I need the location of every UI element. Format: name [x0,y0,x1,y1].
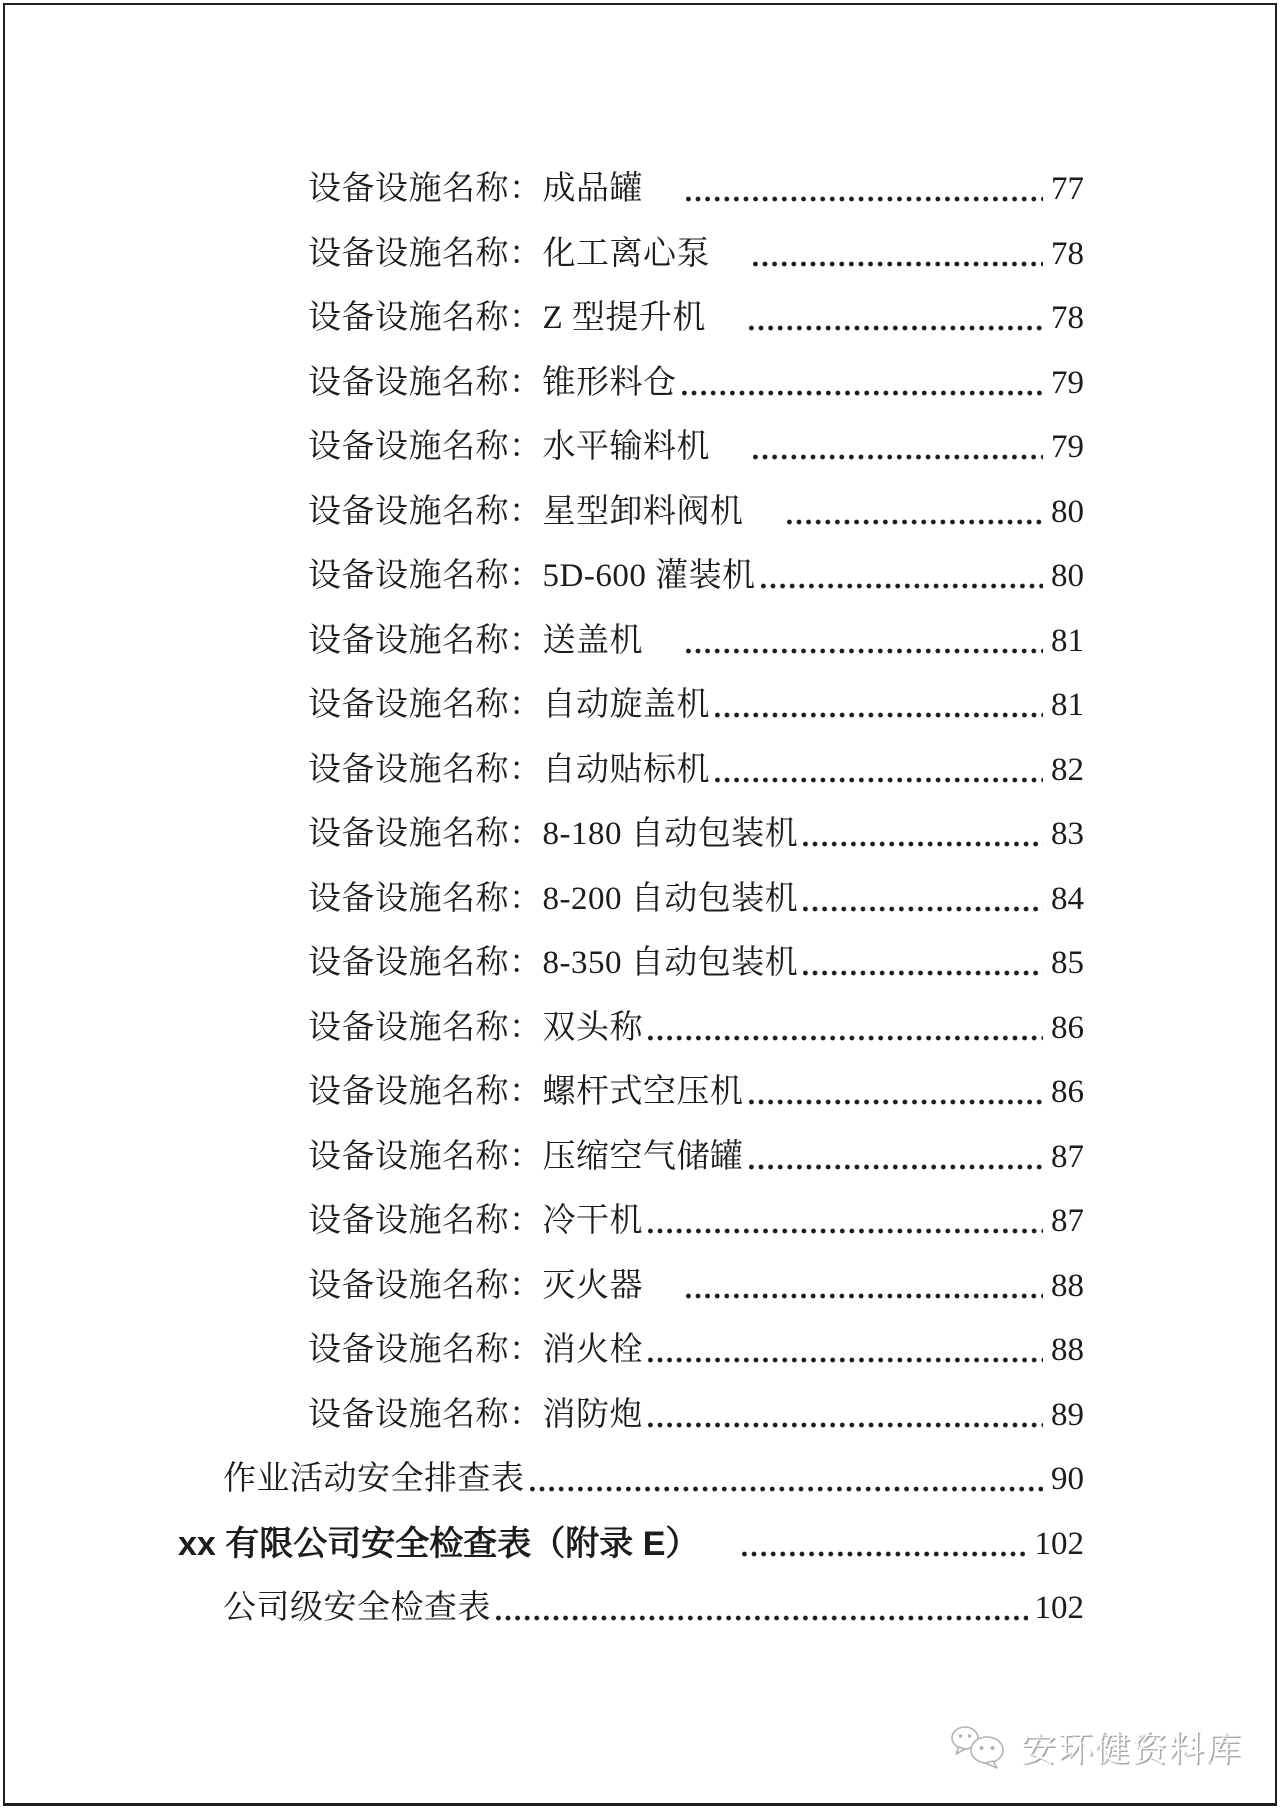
watermark-text: 安环健资料库 [1020,1730,1243,1769]
toc-entry-label: 设备设施名称：8-180 自动包装机 [308,816,799,853]
toc-entry[interactable] [0,481,1280,546]
toc-entry-page: 86 [1051,1074,1084,1111]
dot-leader [801,868,1043,933]
toc-entry[interactable] [0,1384,1280,1449]
toc-entry-page: 85 [1051,945,1084,982]
dot-leader [713,674,1043,739]
toc-entry-page: 102 [1034,1590,1084,1627]
dot-leader [747,1126,1044,1191]
toc-entry-page: 87 [1051,1138,1084,1175]
toc-entry-label: 设备设施名称：化工离心泵 [308,235,710,272]
dot-leader [684,1255,1043,1320]
toc-entry[interactable] [0,674,1280,739]
toc-entry[interactable] [0,416,1280,481]
toc-entry-page: 83 [1051,816,1084,853]
dot-leader [801,803,1043,868]
toc-entry[interactable] [0,1513,1280,1578]
toc-entry[interactable] [0,997,1280,1062]
dot-leader [740,1513,1027,1578]
toc-entry[interactable] [0,223,1280,288]
toc-entry[interactable] [0,1126,1280,1191]
toc-entry[interactable] [0,868,1280,933]
toc-list [0,158,1280,1642]
toc-entry-label: 设备设施名称：水平输料机 [308,429,710,466]
toc-entry-page: 81 [1051,622,1084,659]
toc-entry[interactable] [0,739,1280,804]
toc-entry-label: 作业活动安全排查表 [223,1461,525,1498]
toc-entry-page: 79 [1051,429,1084,466]
toc-entry[interactable] [0,287,1280,352]
toc-entry-label: 设备设施名称：螺杆式空压机 [308,1074,744,1111]
toc-entry[interactable] [0,1448,1280,1513]
toc-entry-page: 78 [1051,235,1084,272]
dot-leader [785,481,1044,546]
toc-entry[interactable] [0,1319,1280,1384]
dot-leader [801,932,1043,997]
toc-entry-label: 设备设施名称：成品罐 [308,171,643,208]
wechat-speech-bubbles-icon [949,1724,1011,1770]
toc-entry-page: 84 [1051,880,1084,917]
toc-entry-label: 设备设施名称：送盖机 [308,622,643,659]
toc-entry-page: 77 [1051,171,1084,208]
toc-entry[interactable] [0,610,1280,675]
toc-entry-page: 88 [1051,1332,1084,1369]
toc-entry-page: 82 [1051,751,1084,788]
dot-leader [646,1190,1043,1255]
toc-entry-label: 设备设施名称：Z 型提升机 [308,300,706,337]
toc-entry-label: 设备设施名称：8-350 自动包装机 [308,945,799,982]
dot-leader [713,739,1043,804]
dot-leader [528,1448,1044,1513]
dot-leader [646,997,1043,1062]
toc-entry-page: 102 [1034,1525,1084,1562]
toc-entry[interactable] [0,158,1280,223]
toc-entry-page: 88 [1051,1267,1084,1304]
toc-entry-page: 80 [1051,558,1084,595]
toc-entry[interactable] [0,1255,1280,1320]
toc-entry-page: 86 [1051,1009,1084,1046]
toc-entry-label: 设备设施名称：自动旋盖机 [308,687,710,724]
toc-entry-label: 设备设施名称：消火栓 [308,1332,643,1369]
dot-leader [759,545,1043,610]
toc-entry-page: 78 [1051,300,1084,337]
toc-entry-label: 设备设施名称：自动贴标机 [308,751,710,788]
dot-leader [684,610,1043,675]
toc-entry-label: 设备设施名称：5D-600 灌装机 [308,558,756,595]
toc-entry-page: 87 [1051,1203,1084,1240]
toc-entry[interactable] [0,1190,1280,1255]
dot-leader [680,352,1044,417]
toc-entry-label: 设备设施名称：冷干机 [308,1203,643,1240]
dot-leader [646,1384,1043,1449]
toc-entry-label: 设备设施名称：灭火器 [308,1267,643,1304]
toc-entry[interactable] [0,1577,1280,1642]
dot-leader [751,223,1043,288]
toc-entry-label: 设备设施名称：消防炮 [308,1396,643,1433]
toc-entry-page: 90 [1051,1461,1084,1498]
toc-entry-page: 80 [1051,493,1084,530]
toc-entry-page: 81 [1051,687,1084,724]
toc-entry[interactable] [0,1061,1280,1126]
toc-entry[interactable] [0,803,1280,868]
watermark [949,1722,1243,1772]
dot-leader [494,1577,1028,1642]
toc-entry-page: 89 [1051,1396,1084,1433]
dot-leader [747,1061,1044,1126]
toc-entry-label: 设备设施名称：压缩空气储罐 [308,1138,744,1175]
dot-leader [747,287,1043,352]
toc-entry[interactable] [0,932,1280,997]
dot-leader [684,158,1043,223]
toc-entry-label: 公司级安全检查表 [223,1590,491,1627]
toc-entry[interactable] [0,352,1280,417]
toc-entry-label: 设备设施名称：星型卸料阀机 [308,493,744,530]
toc-entry-label: 设备设施名称：8-200 自动包装机 [308,880,799,917]
dot-leader [646,1319,1043,1384]
toc-entry[interactable] [0,545,1280,610]
toc-entry-label: 设备设施名称：双头称 [308,1009,643,1046]
dot-leader [751,416,1043,481]
toc-entry-label: 设备设施名称：锥形料仓 [308,364,677,401]
toc-entry-page: 79 [1051,364,1084,401]
toc-entry-label: xx 有限公司安全检查表（附录 E） [178,1525,700,1564]
